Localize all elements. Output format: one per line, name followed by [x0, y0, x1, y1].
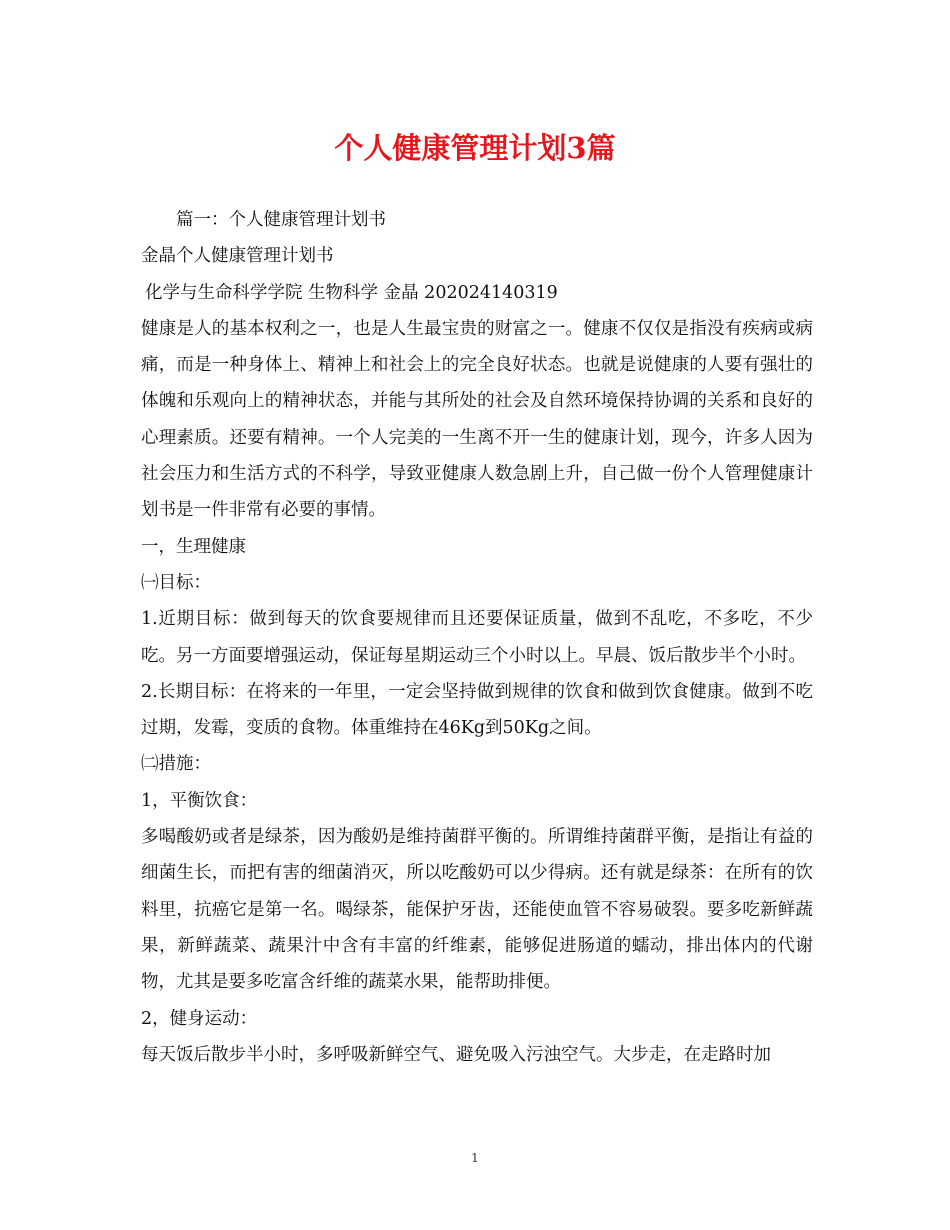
item-heading: 1，平衡饮食： — [141, 790, 258, 811]
subsection-heading: ㈡措施： — [141, 754, 211, 775]
subsection-heading: ㈠目标： — [141, 572, 211, 593]
section-heading: 一，生理健康 — [141, 536, 246, 557]
paragraph: 2.长期目标：在将来的一年里，一定会坚持做到规律的饮食和做到饮食健康。做到不吃过期，发霉，变质的食物。体重维持在46Kg到50Kg之间。 — [141, 681, 813, 739]
section-heading: 篇一：个人健康管理计划书 — [176, 210, 386, 230]
paragraph: 1.近期目标：做到每天的饮食要规律而且还要保证质量，做到不乱吃，不多吃，不少吃。另一方面要增强运动，保证每星期运动三个小时以上。早晨、饭后散步半个小时。 — [141, 609, 813, 666]
paragraph: 健康是人的基本权利之一，也是人生最宝贵的财富之一。健康不仅仅是指没有疾病或病痛，而是一种身体上、精神上和社会上的完全良好状态。也就是说健康的人要有强壮的体魄和乐观向上的精神状态，并能与其所处的社会及自然环境保持协调的关系和良好的心理素质。还要有精神。一个人完美的一生离不开一生的健康计划，现今，许多人因为社会压力和生活方式的不科学，导致亚健康人数急剧上升，自己做一份个人管理健康计划书是一件非常有必要的事情。 — [141, 318, 813, 521]
document-body — [141, 202, 813, 1073]
author-line: 化学与生命科学学院 生物科学 金晶 202024140319 — [145, 282, 558, 303]
page-number: 1 — [471, 1151, 479, 1165]
document-subtitle: 金晶个人健康管理计划书 — [141, 246, 334, 267]
paragraph: 多喝酸奶或者是绿茶，因为酸奶是维持菌群平衡的。所谓维持菌群平衡，是指让有益的细菌生长，而把有害的细菌消灭，所以吃酸奶可以少得病。还有就是绿茶：在所有的饮料里，抗癌它是第一名。喝绿茶，能保护牙齿，还能使血管不容易破裂。要多吃新鲜蔬果，新鲜蔬菜、蔬果汁中含有丰富的纤维素，能够促进肠道的蠕动，排出体内的代谢物，尤其是要多吃富含纤维的蔬菜水果，能帮助排便。 — [141, 827, 813, 993]
document-title: 个人健康管理计划3篇 — [334, 131, 616, 165]
paragraph: 每天饭后散步半小时，多呼吸新鲜空气、避免吸入污浊空气。大步走，在走路时加 — [141, 1044, 771, 1065]
item-heading: 2，健身运动： — [141, 1008, 258, 1029]
